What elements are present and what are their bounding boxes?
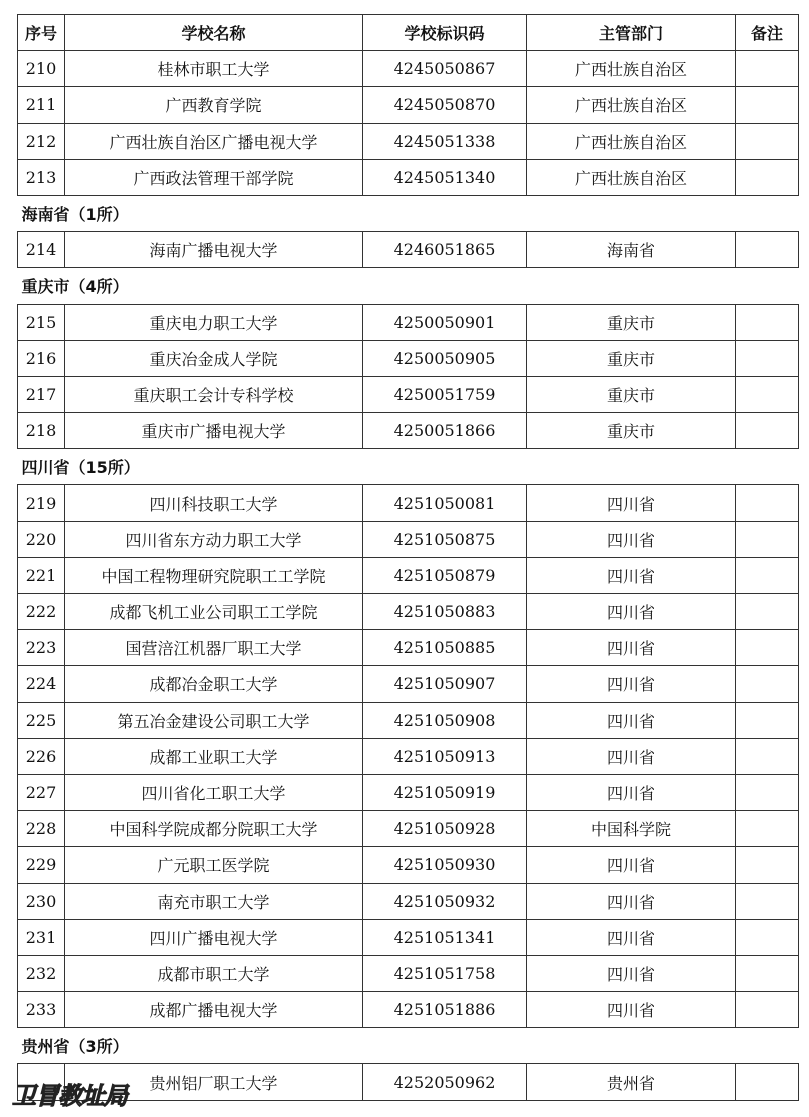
school-name-cell: 第五冶金建设公司职工大学 [65, 702, 363, 738]
department-cell: 四川省 [527, 666, 736, 702]
header-department: 主管部门 [527, 15, 736, 51]
table-row [18, 811, 799, 847]
table-row [18, 340, 799, 376]
school-code-cell: 4251050081 [363, 485, 527, 521]
school-code-cell: 4251050928 [363, 811, 527, 847]
table-row [18, 738, 799, 774]
school-code-cell: 4251050875 [363, 521, 527, 557]
school-name-cell: 南充市职工大学 [65, 883, 363, 919]
school-code-cell: 4246051865 [363, 232, 527, 268]
note-cell [736, 847, 799, 883]
school-name-cell: 重庆冶金成人学院 [65, 340, 363, 376]
school-name-cell: 广元职工医学院 [65, 847, 363, 883]
serial-number-cell: 233 [18, 992, 65, 1028]
note-cell [736, 304, 799, 340]
section-row [18, 268, 799, 304]
note-cell [736, 1064, 799, 1100]
serial-number-cell: 212 [18, 123, 65, 159]
table-row [18, 304, 799, 340]
note-cell [736, 774, 799, 810]
note-cell [736, 232, 799, 268]
note-cell [736, 87, 799, 123]
serial-number-cell: 232 [18, 955, 65, 991]
school-code-cell: 4251051341 [363, 919, 527, 955]
school-code-cell: 4245050870 [363, 87, 527, 123]
department-cell: 四川省 [527, 919, 736, 955]
table-row [18, 955, 799, 991]
section-title: 重庆市（4所） [18, 268, 799, 304]
department-cell: 中国科学院 [527, 811, 736, 847]
section-row [18, 195, 799, 231]
note-cell [736, 340, 799, 376]
serial-number-cell: 222 [18, 594, 65, 630]
note-cell [736, 594, 799, 630]
table-row [18, 232, 799, 268]
serial-number-cell: 219 [18, 485, 65, 521]
department-cell: 广西壮族自治区 [527, 123, 736, 159]
header-note: 备注 [736, 15, 799, 51]
department-cell: 四川省 [527, 485, 736, 521]
serial-number-cell: 214 [18, 232, 65, 268]
department-cell: 四川省 [527, 557, 736, 593]
serial-number-cell: 218 [18, 413, 65, 449]
serial-number-cell: 213 [18, 159, 65, 195]
school-code-cell: 4250050901 [363, 304, 527, 340]
department-cell: 广西壮族自治区 [527, 87, 736, 123]
note-cell [736, 485, 799, 521]
school-name-cell: 四川科技职工大学 [65, 485, 363, 521]
table-row [18, 774, 799, 810]
table-header-row [18, 15, 799, 51]
section-row [18, 1028, 799, 1064]
table-row [18, 413, 799, 449]
serial-number-cell: 225 [18, 702, 65, 738]
table-row [18, 702, 799, 738]
school-name-cell: 成都飞机工业公司职工工学院 [65, 594, 363, 630]
serial-number-cell: 229 [18, 847, 65, 883]
school-name-cell: 成都市职工大学 [65, 955, 363, 991]
serial-number-cell: 215 [18, 304, 65, 340]
header-school-name: 学校名称 [65, 15, 363, 51]
school-code-cell: 4245051340 [363, 159, 527, 195]
department-cell: 四川省 [527, 702, 736, 738]
school-name-cell: 重庆市广播电视大学 [65, 413, 363, 449]
note-cell [736, 811, 799, 847]
school-code-cell: 4251050885 [363, 630, 527, 666]
school-name-cell: 海南广播电视大学 [65, 232, 363, 268]
school-code-cell: 4250050905 [363, 340, 527, 376]
note-cell [736, 919, 799, 955]
department-cell: 重庆市 [527, 376, 736, 412]
serial-number-cell: 228 [18, 811, 65, 847]
school-name-cell: 国营涪江机器厂职工大学 [65, 630, 363, 666]
serial-number-cell: 226 [18, 738, 65, 774]
school-name-cell: 中国工程物理研究院职工工学院 [65, 557, 363, 593]
school-name-cell: 桂林市职工大学 [65, 51, 363, 87]
school-name-cell: 四川省东方动力职工大学 [65, 521, 363, 557]
school-code-cell: 4251050883 [363, 594, 527, 630]
table-row [18, 376, 799, 412]
school-code-cell: 4251051886 [363, 992, 527, 1028]
school-name-cell: 成都广播电视大学 [65, 992, 363, 1028]
department-cell: 四川省 [527, 883, 736, 919]
serial-number-cell: 224 [18, 666, 65, 702]
school-code-cell: 4250051866 [363, 413, 527, 449]
note-cell [736, 738, 799, 774]
table-row [18, 594, 799, 630]
serial-number-cell: 210 [18, 51, 65, 87]
table-row [18, 919, 799, 955]
school-code-cell: 4250051759 [363, 376, 527, 412]
note-cell [736, 992, 799, 1028]
school-name-cell: 广西政法管理干部学院 [65, 159, 363, 195]
note-cell [736, 557, 799, 593]
school-name-cell: 成都冶金职工大学 [65, 666, 363, 702]
table-row [18, 159, 799, 195]
table-row [18, 521, 799, 557]
table-row [18, 485, 799, 521]
department-cell: 广西壮族自治区 [527, 51, 736, 87]
note-cell [736, 123, 799, 159]
school-name-cell: 成都工业职工大学 [65, 738, 363, 774]
department-cell: 重庆市 [527, 340, 736, 376]
section-title: 贵州省（3所） [18, 1028, 799, 1064]
school-code-cell: 4245050867 [363, 51, 527, 87]
school-name-cell: 四川广播电视大学 [65, 919, 363, 955]
school-code-cell: 4252050962 [363, 1064, 527, 1100]
table-row [18, 557, 799, 593]
serial-number-cell: 220 [18, 521, 65, 557]
serial-number-cell: 221 [18, 557, 65, 593]
department-cell: 四川省 [527, 594, 736, 630]
note-cell [736, 955, 799, 991]
note-cell [736, 521, 799, 557]
table-row [18, 51, 799, 87]
header-school-code: 学校标识码 [363, 15, 527, 51]
department-cell: 四川省 [527, 847, 736, 883]
department-cell: 海南省 [527, 232, 736, 268]
school-code-cell: 4251051758 [363, 955, 527, 991]
department-cell: 重庆市 [527, 413, 736, 449]
note-cell [736, 159, 799, 195]
school-name-cell: 贵州铝厂职工大学 [65, 1064, 363, 1100]
table-row [18, 87, 799, 123]
section-row [18, 449, 799, 485]
serial-number-cell: 211 [18, 87, 65, 123]
note-cell [736, 630, 799, 666]
table-row [18, 992, 799, 1028]
department-cell: 四川省 [527, 774, 736, 810]
serial-number-cell: 227 [18, 774, 65, 810]
note-cell [736, 51, 799, 87]
school-name-cell: 广西壮族自治区广播电视大学 [65, 123, 363, 159]
serial-number-cell: 231 [18, 919, 65, 955]
serial-number-cell: 223 [18, 630, 65, 666]
table-row [18, 847, 799, 883]
table-row [18, 666, 799, 702]
table-body [18, 51, 799, 1100]
note-cell [736, 376, 799, 412]
department-cell: 四川省 [527, 738, 736, 774]
table-row [18, 123, 799, 159]
school-code-cell: 4251050908 [363, 702, 527, 738]
section-title: 四川省（15所） [18, 449, 799, 485]
school-name-cell: 广西教育学院 [65, 87, 363, 123]
department-cell: 四川省 [527, 521, 736, 557]
school-code-cell: 4245051338 [363, 123, 527, 159]
school-list-table [17, 14, 799, 1101]
serial-number-cell: 216 [18, 340, 65, 376]
school-name-cell: 四川省化工职工大学 [65, 774, 363, 810]
header-serial-number: 序号 [18, 15, 65, 51]
serial-number-cell: 230 [18, 883, 65, 919]
table-row [18, 1064, 799, 1100]
section-title: 海南省（1所） [18, 195, 799, 231]
school-code-cell: 4251050919 [363, 774, 527, 810]
department-cell: 四川省 [527, 992, 736, 1028]
school-name-cell: 重庆电力职工大学 [65, 304, 363, 340]
school-code-cell: 4251050879 [363, 557, 527, 593]
school-code-cell: 4251050930 [363, 847, 527, 883]
department-cell: 贵州省 [527, 1064, 736, 1100]
serial-number-cell: 217 [18, 376, 65, 412]
department-cell: 四川省 [527, 955, 736, 991]
watermark-logo: 卫冒教址局 [12, 1082, 127, 1110]
note-cell [736, 666, 799, 702]
school-code-cell: 4251050913 [363, 738, 527, 774]
table-row [18, 883, 799, 919]
school-code-cell: 4251050932 [363, 883, 527, 919]
note-cell [736, 883, 799, 919]
note-cell [736, 702, 799, 738]
department-cell: 四川省 [527, 630, 736, 666]
department-cell: 广西壮族自治区 [527, 159, 736, 195]
table-row [18, 630, 799, 666]
note-cell [736, 413, 799, 449]
school-code-cell: 4251050907 [363, 666, 527, 702]
school-name-cell: 重庆职工会计专科学校 [65, 376, 363, 412]
school-name-cell: 中国科学院成都分院职工大学 [65, 811, 363, 847]
department-cell: 重庆市 [527, 304, 736, 340]
